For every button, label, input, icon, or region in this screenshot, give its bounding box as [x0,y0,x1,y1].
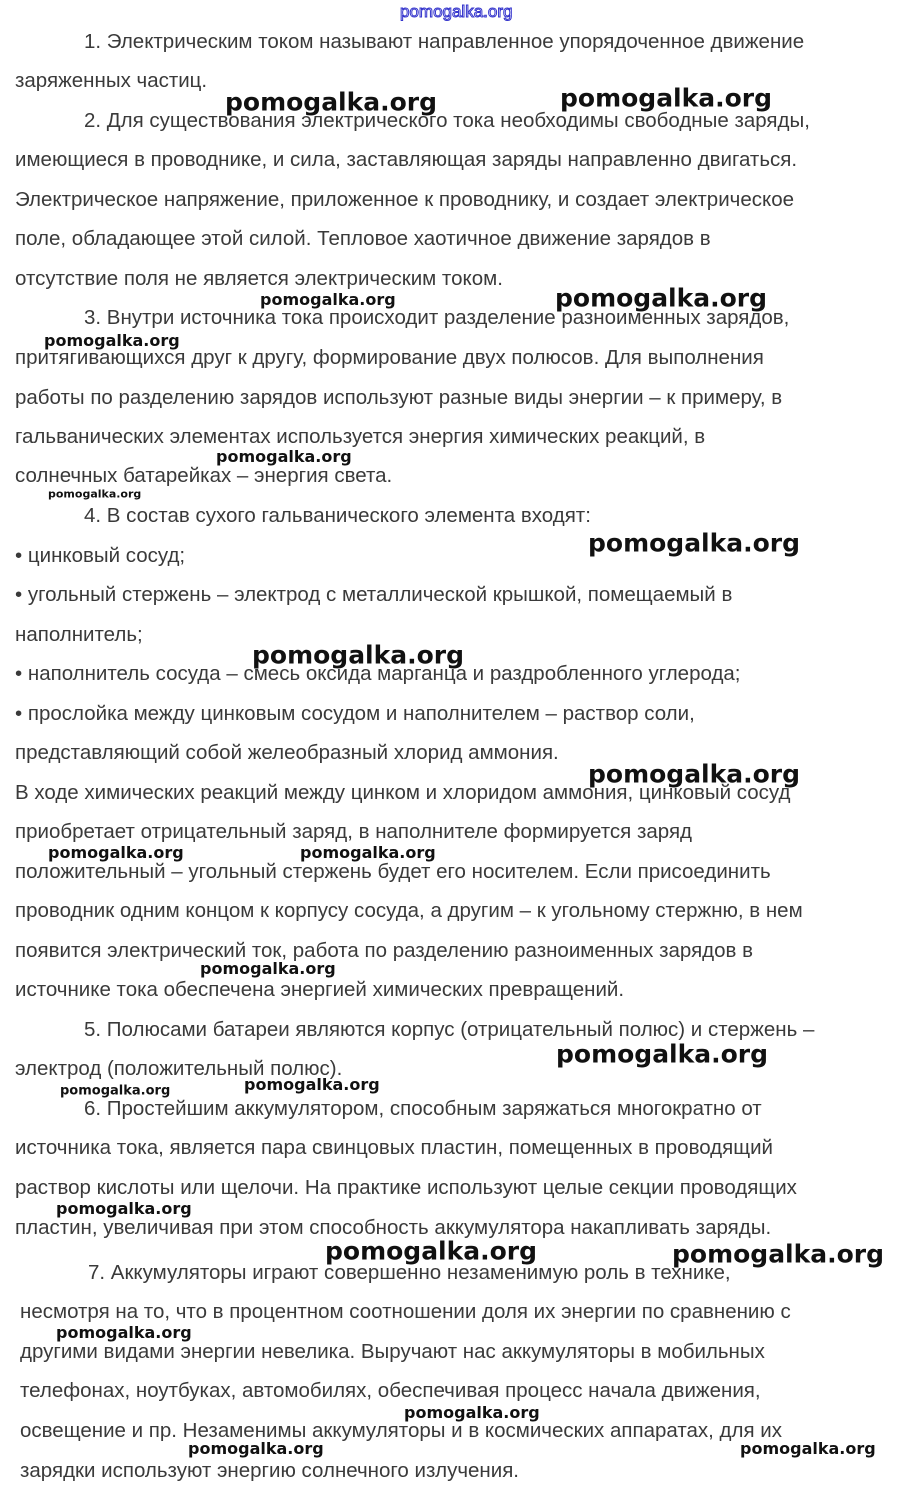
watermark: pomogalka.org [60,1083,171,1099]
watermark: pomogalka.org [216,447,352,466]
watermark: pomogalka.org [555,283,768,313]
watermark: pomogalka.org [48,487,142,501]
text-line: В ходе химических реакций между цинком и хлоридом аммония, цинковый сосуд [15,781,791,804]
text-line: • угольный стержень – электрод с металлической крышкой, помещаемый в [15,583,733,606]
text-line: 7. Аккумуляторы играют совершенно незаменимую роль в технике, [88,1261,731,1284]
text-line: 1. Электрическим током называют направленное упорядоченное движение [84,30,805,53]
text-line: отсутствие поля не является электрическим током. [15,267,503,290]
watermark: pomogalka.org [672,1239,885,1269]
watermark: pomogalka.org [56,1323,192,1342]
text-line: работы по разделению зарядов используют разные виды энергии – к примеру, в [15,386,783,409]
watermark: pomogalka.org [588,528,801,558]
watermark: pomogalka.org [404,1403,540,1422]
text-line: пластин, увеличивая при этом способность аккумулятора накапливать заряды. [15,1216,772,1239]
watermark: pomogalka.org [48,843,184,862]
watermark: pomogalka.org [300,843,436,862]
text-line: представляющий собой желеобразный хлорид аммония. [15,741,559,764]
watermark: pomogalka.org [325,1236,538,1266]
watermark: pomogalka.org [556,1039,769,1069]
watermark: pomogalka.org [260,290,396,309]
text-line: зарядки используют энергию солнечного излучения. [20,1459,519,1482]
text-line: 3. Внутри источника тока происходит разделение разноименных зарядов, [84,306,790,329]
text-line: солнечных батарейках – энергия света. [15,464,393,487]
text-line: • цинковый сосуд; [15,544,186,567]
text-line: 2. Для существования электрического тока необходимы свободные заряды, [84,109,810,132]
watermark: pomogalka.org [225,87,438,117]
watermark: pomogalka.org [560,83,773,113]
watermark: pomogalka.org [244,1075,380,1094]
text-line: гальванических элементах используется энергия химических реакций, в [15,425,706,448]
text-line: заряженных частиц. [15,69,208,92]
text-line: поле, обладающее этой силой. Тепловое хаотичное движение зарядов в [15,227,711,250]
text-line: Электрическое напряжение, приложенное к проводнику, и создает электрическое [15,188,794,211]
text-line: источнике тока обеспечена энергией химических превращений. [15,978,625,1001]
text-line: • наполнитель сосуда – смесь оксида марганца и раздробленного углерода; [15,662,741,685]
text-line: телефонах, ноутбуках, автомобилях, обеспечивая процесс начала движения, [20,1379,761,1402]
text-line: наполнитель; [15,623,143,646]
site-link[interactable]: pomogalka.org [400,2,513,21]
watermark: pomogalka.org [588,759,801,789]
text-line: • прослойка между цинковым сосудом и наполнителем – раствор соли, [15,702,695,725]
watermark: pomogalka.org [200,959,336,978]
text-line: электрод (положительный полюс). [15,1057,343,1080]
watermark: pomogalka.org [740,1439,876,1458]
text-line: приобретает отрицательный заряд, в наполнителе формируется заряд [15,820,693,843]
text-line: несмотря на то, что в процентном соотношении доля их энергии по сравнению с [20,1300,791,1323]
text-line: 6. Простейшим аккумулятором, способным заряжаться многократно от [84,1097,762,1120]
text-line: притягивающихся друг к другу, формирование двух полюсов. Для выполнения [15,346,764,369]
text-line: 5. Полюсами батареи являются корпус (отрицательный полюс) и стержень – [84,1018,815,1041]
text-line: раствор кислоты или щелочи. На практике используют целые секции проводящих [15,1176,797,1199]
text-line: положительный – угольный стержень будет его носителем. Если присоединить [15,860,771,883]
text-line: освещение и пр. Незаменимы аккумуляторы и в космических аппаратах, для их [20,1419,782,1442]
watermark: pomogalka.org [56,1199,192,1218]
text-line: имеющиеся в проводнике, и сила, заставляющая заряды направленно двигаться. [15,148,798,171]
watermark: pomogalka.org [188,1439,324,1458]
text-line: источника тока, является пара свинцовых пластин, помещенных в проводящий [15,1136,774,1159]
watermark: pomogalka.org [252,640,465,670]
text-line: проводник одним концом к корпусу сосуда, а другим – к угольному стержню, в нем [15,899,803,922]
text-line: появится электрический ток, работа по разделению разноименных зарядов в [15,939,754,962]
text-line: другими видами энергии невелика. Выручают нас аккумуляторы в мобильных [20,1340,765,1363]
watermark: pomogalka.org [44,331,180,350]
text-line: 4. В состав сухого гальванического элемента входят: [84,504,591,527]
